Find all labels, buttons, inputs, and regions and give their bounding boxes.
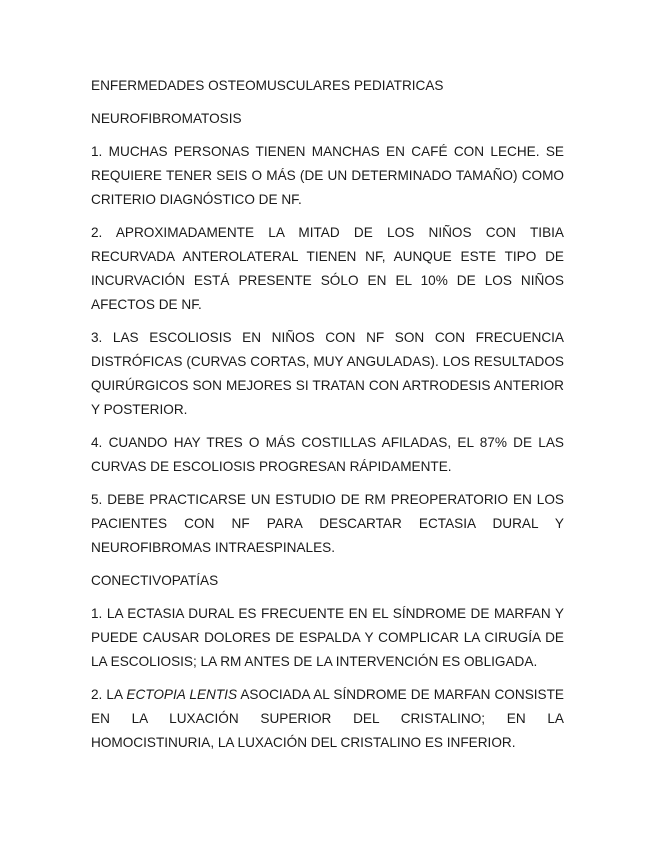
paragraph: 1. MUCHAS PERSONAS TIENEN MANCHAS EN CAFÉ CON LECHE. SE REQUIERE TENER SEIS O MÁS (DE UN DETERMINADO TAMAÑO) COMO CRITERIO DIAGNÓSTICO DE NF. xyxy=(91,144,564,207)
document-title: ENFERMEDADES OSTEOMUSCULARES PEDIATRICAS xyxy=(91,78,444,93)
paragraph: 3. LAS ESCOLIOSIS EN NIÑOS CON NF SON CON FRECUENCIA DISTRÓFICAS (CURVAS CORTAS, MUY ANGULADAS). LOS RESULTADOS QUIRÚRGICOS SON MEJORES SI TRATAN CON ARTRODESIS ANTERIOR Y POSTERIOR. xyxy=(91,330,564,417)
paragraph-suffix: ASOCIADA AL SÍNDROME DE MARFAN CONSISTE EN LA LUXACIÓN SUPERIOR DEL CRISTALINO; EN LA HOMOCISTINURIA, LA LUXACIÓN DEL CRISTALINO ES INFERIOR. xyxy=(91,687,564,750)
paragraph: 5. DEBE PRACTICARSE UN ESTUDIO DE RM PREOPERATORIO EN LOS PACIENTES CON NF PARA DESCARTAR ECTASIA DURAL Y NEUROFIBROMAS INTRAESPINALES. xyxy=(91,492,564,555)
paragraph-prefix: 2. LA xyxy=(91,687,123,702)
paragraph: 2. APROXIMADAMENTE LA MITAD DE LOS NIÑOS CON TIBIA RECURVADA ANTEROLATERAL TIENEN NF, AUNQUE ESTE TIPO DE INCURVACIÓN ESTÁ PRESENTE SÓLO EN EL 10% DE LOS NIÑOS AFECTOS DE NF. xyxy=(91,225,564,312)
italic-term: ECTOPIA LENTIS xyxy=(126,687,238,702)
document-page xyxy=(91,74,564,764)
paragraph-ectopia-lentis xyxy=(91,683,564,755)
paragraph: 4. CUANDO HAY TRES O MÁS COSTILLAS AFILADAS, EL 87% DE LAS CURVAS DE ESCOLIOSIS PROGRESAN RÁPIDAMENTE. xyxy=(91,435,564,474)
paragraph: 1. LA ECTASIA DURAL ES FRECUENTE EN EL SÍNDROME DE MARFAN Y PUEDE CAUSAR DOLORES DE ESPALDA Y COMPLICAR LA CIRUGÍA DE LA ESCOLIOSIS; LA RM ANTES DE LA INTERVENCIÓN ES OBLIGADA. xyxy=(91,606,564,669)
section-heading-conectivopatias: CONECTIVOPATÍAS xyxy=(91,573,219,588)
section-heading-neurofibromatosis: NEUROFIBROMATOSIS xyxy=(91,111,242,126)
